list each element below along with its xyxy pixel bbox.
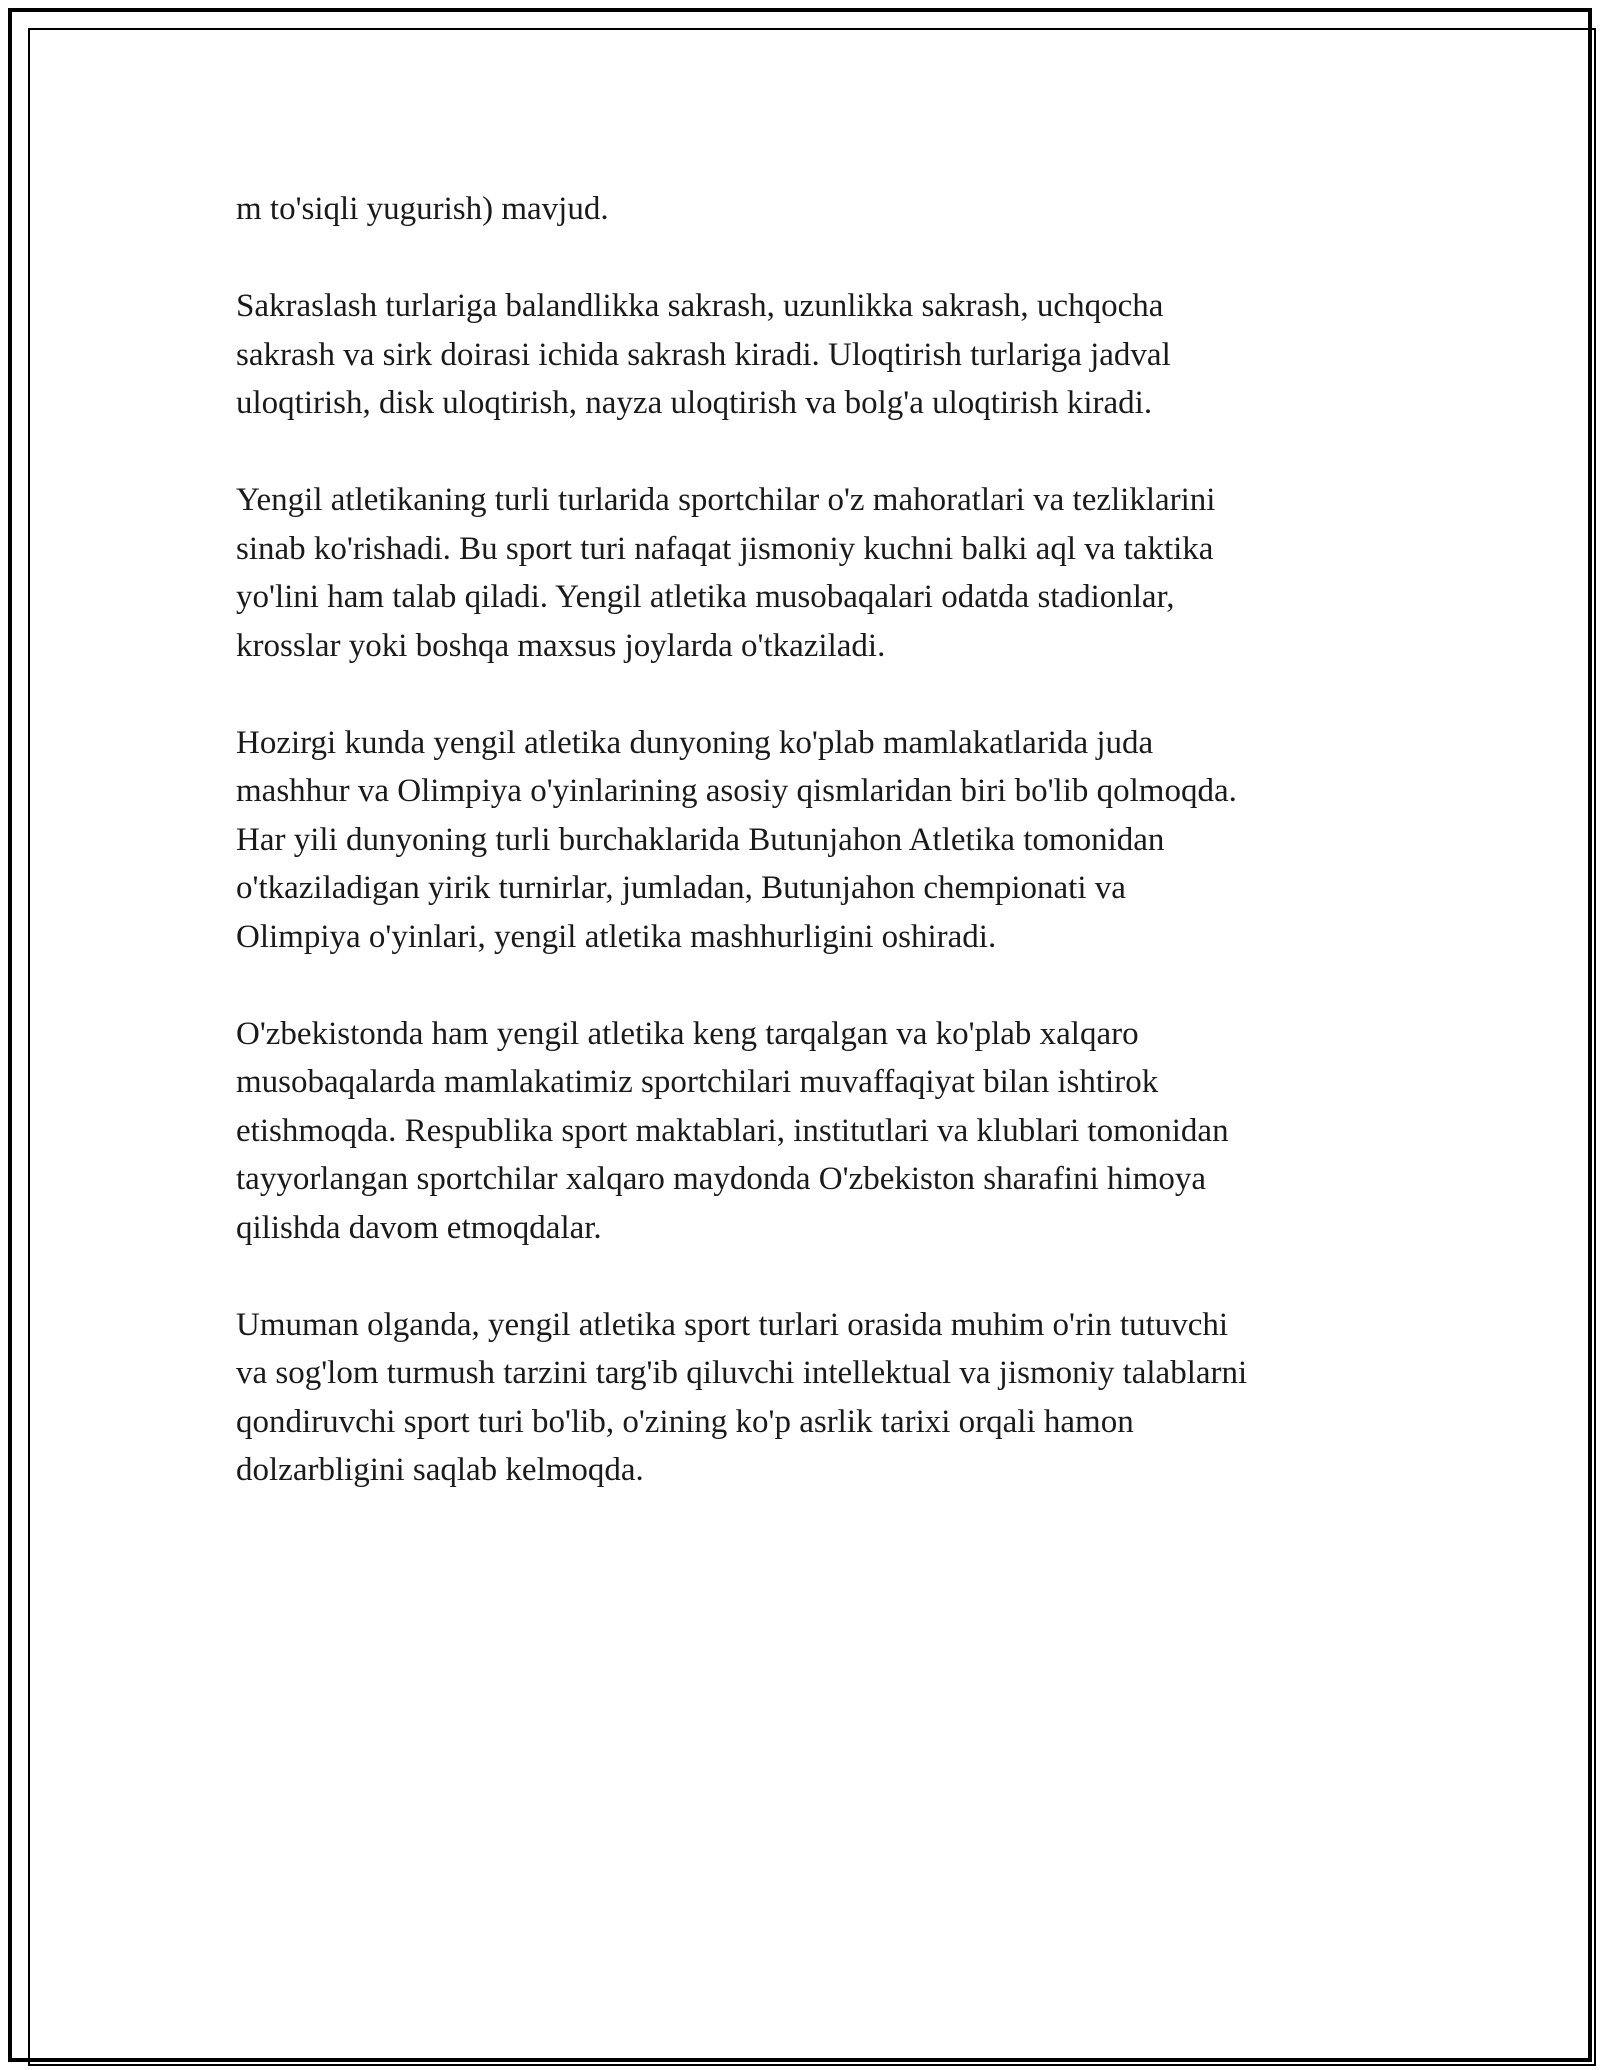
text-line: dolzarbligini saqlab kelmoqda. <box>236 1452 644 1488</box>
paragraph-1 <box>236 185 1376 234</box>
text-line: va sog'lom turmush tarzini targ'ib qiluvchi intellektual va jismoniy talablarni <box>236 1355 1248 1391</box>
text-line: uloqtirish, disk uloqtirish, nayza uloqtirish va bolg'a uloqtirish kiradi. <box>236 385 1153 421</box>
paragraph-6 <box>236 1301 1376 1495</box>
text-line: yo'lini ham talab qiladi. Yengil atletika musobaqalari odatda stadionlar, <box>236 579 1175 615</box>
text-line: m to'siqli yugurish) mavjud. <box>236 191 609 227</box>
text-line: musobaqalarda mamlakatimiz sportchilari muvaffaqiyat bilan ishtirok <box>236 1064 1159 1100</box>
text-line: Yengil atletikaning turli turlarida sportchilar o'z mahoratlari va tezliklarini <box>236 482 1216 518</box>
text-line: Hozirgi kunda yengil atletika dunyoning ko'plab mamlakatlarida juda <box>236 724 1154 761</box>
text-line: Olimpiya o'yinlari, yengil atletika mashhurligini oshiradi. <box>236 918 997 955</box>
text-line: Har yili dunyoning turli burchaklarida Butunjahon Atletika tomonidan <box>236 821 1165 858</box>
text-line: qilishda davom etmoqdalar. <box>236 1209 602 1246</box>
text-line: Sakraslash turlariga balandlikka sakrash, uzunlikka sakrash, uchqocha <box>236 288 1164 324</box>
text-line: tayyorlangan sportchilar xalqaro maydonda O'zbekiston sharafini himoya <box>236 1161 1206 1197</box>
text-line: Umuman olganda, yengil atletika sport turlari orasida muhim o'rin tutuvchi <box>236 1306 1229 1343</box>
text-line: mashhur va Olimpiya o'yinlarining asosiy qismlaridan biri bo'lib qolmoqda. <box>236 773 1237 809</box>
text-line: sakrash va sirk doirasi ichida sakrash kiradi. Uloqtirish turlariga jadval <box>236 336 1171 373</box>
text-line: qondiruvchi sport turi bo'lib, o'zining ko'p asrlik tarixi orqali hamon <box>236 1403 1134 1440</box>
paragraph-3 <box>236 476 1376 670</box>
text-line: o'tkaziladigan yirik turnirlar, jumladan, Butunjahon chempionati va <box>236 870 1126 906</box>
paragraph-4 <box>236 719 1376 962</box>
text-line: O'zbekistonda ham yengil atletika keng tarqalgan va ko'plab xalqaro <box>236 1015 1139 1052</box>
text-line: sinab ko'rishadi. Bu sport turi nafaqat jismoniy kuchni balki aql va taktika <box>236 530 1214 567</box>
paragraph-5 <box>236 1010 1376 1253</box>
text-line: krosslar yoki boshqa maxsus joylarda o'tkaziladi. <box>236 627 886 664</box>
document-body <box>236 185 1376 1543</box>
text-line: etishmoqda. Respublika sport maktablari, institutlari va klublari tomonidan <box>236 1112 1229 1149</box>
paragraph-2 <box>236 282 1376 428</box>
